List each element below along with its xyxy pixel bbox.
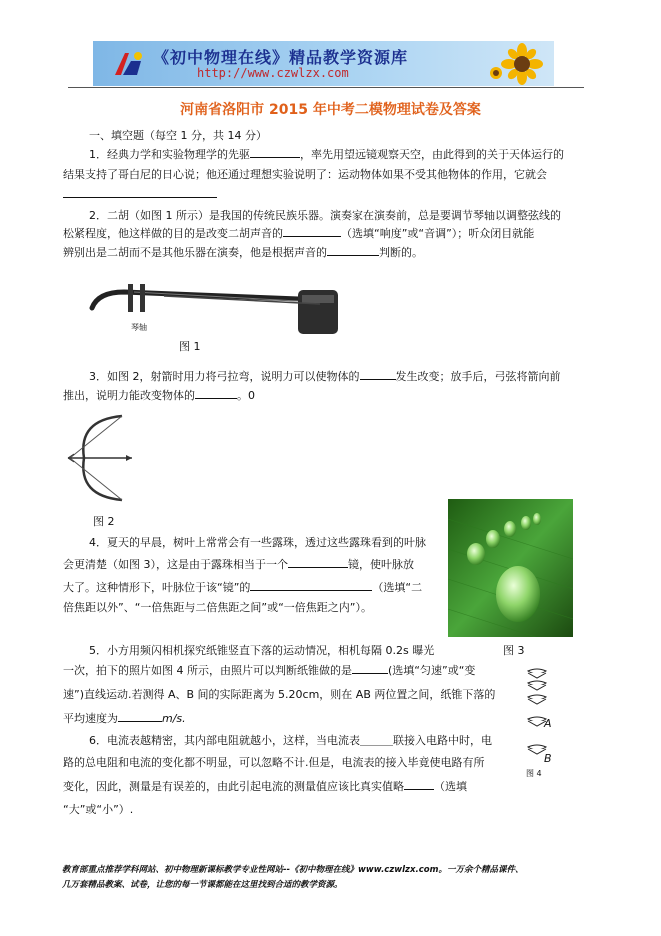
q2-blank-1[interactable] [283, 226, 341, 237]
q6-text-b: （选填 [434, 780, 467, 793]
q4-text-b: 镜，使叶脉放 [348, 558, 414, 571]
q5-unit: m/s. [162, 712, 186, 725]
q1-blank-1[interactable] [250, 147, 300, 158]
q2-blank-2[interactable] [327, 245, 379, 256]
q2-text-b: （选填“响度”或“音调”）；听众闭目就能 [341, 227, 535, 240]
point-a-label: A [544, 717, 552, 730]
document-title: 河南省洛阳市 2015 年中考二模物理试卷及答案 [180, 102, 481, 118]
footer-line-1: 教育部重点推荐学科网站、初中物理新课标教学专业性网站--《初中物理在线》www.czwlzx.com。一万余个精品课件、 [62, 865, 524, 875]
q4-blank-2[interactable] [250, 580, 372, 591]
figure-1-caption: 图 1 [179, 340, 201, 353]
q4-text-a: 会更清楚（如图 3），这是由于露珠相当于一个 [63, 558, 288, 571]
header-banner [93, 41, 554, 86]
erhu-peg-label: 琴轴 [131, 323, 147, 332]
q5-line1: 5．小方用频闪相机探究纸锥竖直下落的运动情况，相机每隔 0.2s 曝光 [89, 644, 435, 657]
q6-line4: “大”或“小”）. [63, 803, 134, 816]
q6-blank-1[interactable] [404, 779, 434, 790]
q4-text-c: 大了。这种情形下，叶脉位于该“镜”的 [63, 581, 251, 594]
q5-line2 [63, 663, 475, 678]
q5-blank-2[interactable] [118, 711, 162, 722]
q2-line2 [63, 226, 534, 241]
q5-text-a: 一次，拍下的照片如图 4 所示，由照片可以判断纸锥做的是 [63, 664, 352, 677]
figure-2-caption: 图 2 [93, 515, 115, 528]
q1-text-a: 1．经典力学和实验物理学的先驱 [89, 148, 250, 161]
q5-blank-1[interactable] [352, 663, 388, 674]
section-heading: 一、填空题（每空 1 分，共 14 分） [89, 129, 267, 142]
q4-text-d: （选填“二 [372, 581, 423, 594]
q3-line2 [63, 388, 255, 403]
q6-text-a: 变化，因此，测量是有误差的，由此引起电流的测量值应该比真实值略 [63, 780, 404, 793]
q2-line3 [63, 245, 423, 260]
erhu-figure [84, 280, 344, 342]
q3-blank-2[interactable] [195, 388, 237, 399]
banner-url[interactable]: http://www.czwlzx.com [197, 66, 349, 80]
banner-title: 《初中物理在线》精品教学资源库 [153, 48, 409, 67]
q1-line1 [89, 147, 564, 162]
q3-text-c: 推出，说明力能改变物体的 [63, 389, 195, 402]
q5-line4 [63, 711, 186, 726]
bow-figure [64, 412, 134, 504]
q1-line2: 结果支持了哥白尼的日心说；他还通过理想实验说明了：运动物体如果不受其他物体的作用，它就会 [63, 168, 547, 181]
q2-text-c: 辨别出是二胡而不是其他乐器在演奏，他是根据声音的 [63, 246, 327, 259]
q3-line1 [89, 369, 561, 384]
q6-line2: 路的总电阻和电流的变化都不明显，可以忽略不计.但是，电流表的接入毕竟使电路有所 [63, 756, 485, 769]
q4-blank-1[interactable] [288, 557, 348, 568]
paper-cone-figure [522, 667, 562, 771]
q4-line3 [63, 580, 422, 595]
q4-line1: 4．夏天的早晨，树叶上常常会有一些露珠，透过这些露珠看到的叶脉 [89, 536, 426, 549]
sunflower-icon [488, 43, 548, 85]
q2-text-d: 判断的。 [379, 246, 423, 259]
q4-line2 [63, 557, 414, 572]
q5-text-c: 平均速度为 [63, 712, 118, 725]
footer-line-2: 几万套精品教案、试卷，让您的每一节课都能在这里找到合适的教学资源。 [62, 880, 343, 890]
q1-blank-2[interactable] [63, 197, 217, 198]
q2-line1: 2．二胡（如图 1 所示）是我国的传统民族乐器。演奏家在演奏前，总是要调节琴轴以调整弦线的 [89, 209, 561, 222]
point-b-label: B [544, 752, 552, 765]
header-rule [68, 87, 584, 88]
q2-text-a: 松紧程度，他这样做的目的是改变二胡声音的 [63, 227, 283, 240]
q6-line3 [63, 779, 467, 794]
q4-line4: 倍焦距以外”、“一倍焦距与二倍焦距之间”或“一倍焦距之内”）。 [63, 601, 372, 614]
q3-text-a: 3．如图 2，射箭时用力将弓拉弯，说明力可以使物体的 [89, 370, 360, 383]
q1-text-b: ，率先用望远镜观察天空，由此得到的关于天体运行的 [300, 148, 564, 161]
q3-text-d: 。0 [237, 389, 255, 402]
figure-3-caption: 图 3 [503, 644, 525, 657]
q3-text-b: 发生改变；放手后，弓弦将箭向前 [395, 370, 561, 383]
q5-text-b: (选填“匀速”或“变 [388, 664, 476, 677]
q3-blank-1[interactable] [360, 369, 396, 380]
q6-line1: 6．电流表越精密，其内部电阻就越小，这样，当电流表＿＿＿联接入电路中时，电 [89, 734, 492, 747]
dew-leaf-photo [448, 499, 573, 637]
figure-4-caption: 图 4 [526, 769, 542, 778]
site-logo-icon [111, 49, 145, 79]
q5-line3: 速”)直线运动.若测得 A、B 间的实际距离为 5.20cm，则在 AB 两位置之间，纸锥下落的 [63, 688, 496, 701]
